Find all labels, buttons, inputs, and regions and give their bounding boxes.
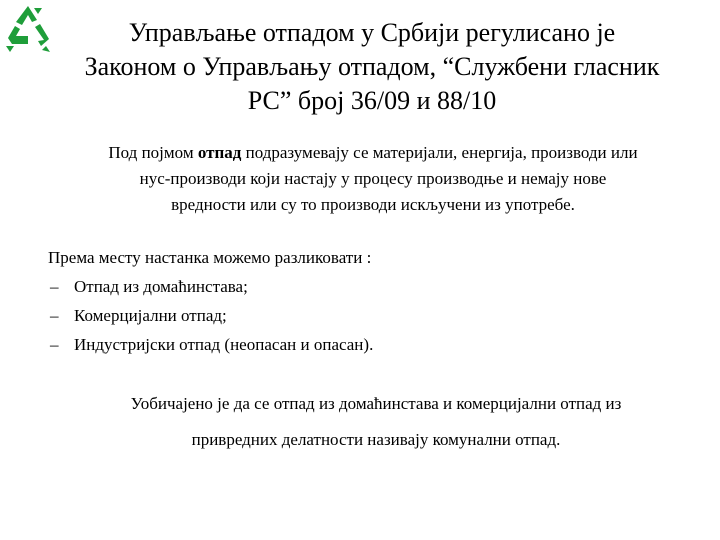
waste-types xyxy=(48,243,688,359)
dash-bullet: – xyxy=(50,335,59,354)
definition-suffix: подразумевају се материјали, енергија, производи или xyxy=(241,143,638,162)
slide-title xyxy=(40,16,704,118)
list-item-label: Индустријски отпад (неопасан и опасан). xyxy=(74,335,374,354)
dash-bullet: – xyxy=(50,306,59,325)
conclusion-line: привредних делатности називају комунални отпад. xyxy=(191,430,561,449)
list-item xyxy=(48,330,688,359)
conclusion-line: Уобичајено је да се отпад из домаћинстава и комерцијални отпад из xyxy=(130,394,622,413)
title-line: Управљање отпадом у Србији регулисано је xyxy=(128,18,616,47)
title-line: Законом о Управљању отпадом, “Службени гласник xyxy=(84,52,660,81)
definition-line: вредности или су то производи искључени из употребе. xyxy=(171,195,575,214)
list-item xyxy=(48,272,688,301)
definition-prefix: Под појмом xyxy=(108,143,198,162)
definition-line xyxy=(48,140,698,166)
waste-definition xyxy=(48,140,698,218)
types-intro: Према месту настанка можемо разликовати : xyxy=(48,248,372,267)
conclusion-text xyxy=(56,386,696,458)
definition-line: нус-производи који настају у процесу производње и немају нове xyxy=(139,169,607,188)
list-item xyxy=(48,301,688,330)
definition-term: отпад xyxy=(197,143,242,162)
title-line: РС” број 36/09 и 88/10 xyxy=(247,86,497,115)
list-item-label: Отпад из домаћинстава; xyxy=(74,277,248,296)
list-item-label: Комерцијални отпад; xyxy=(74,306,227,325)
dash-bullet: – xyxy=(50,277,59,296)
